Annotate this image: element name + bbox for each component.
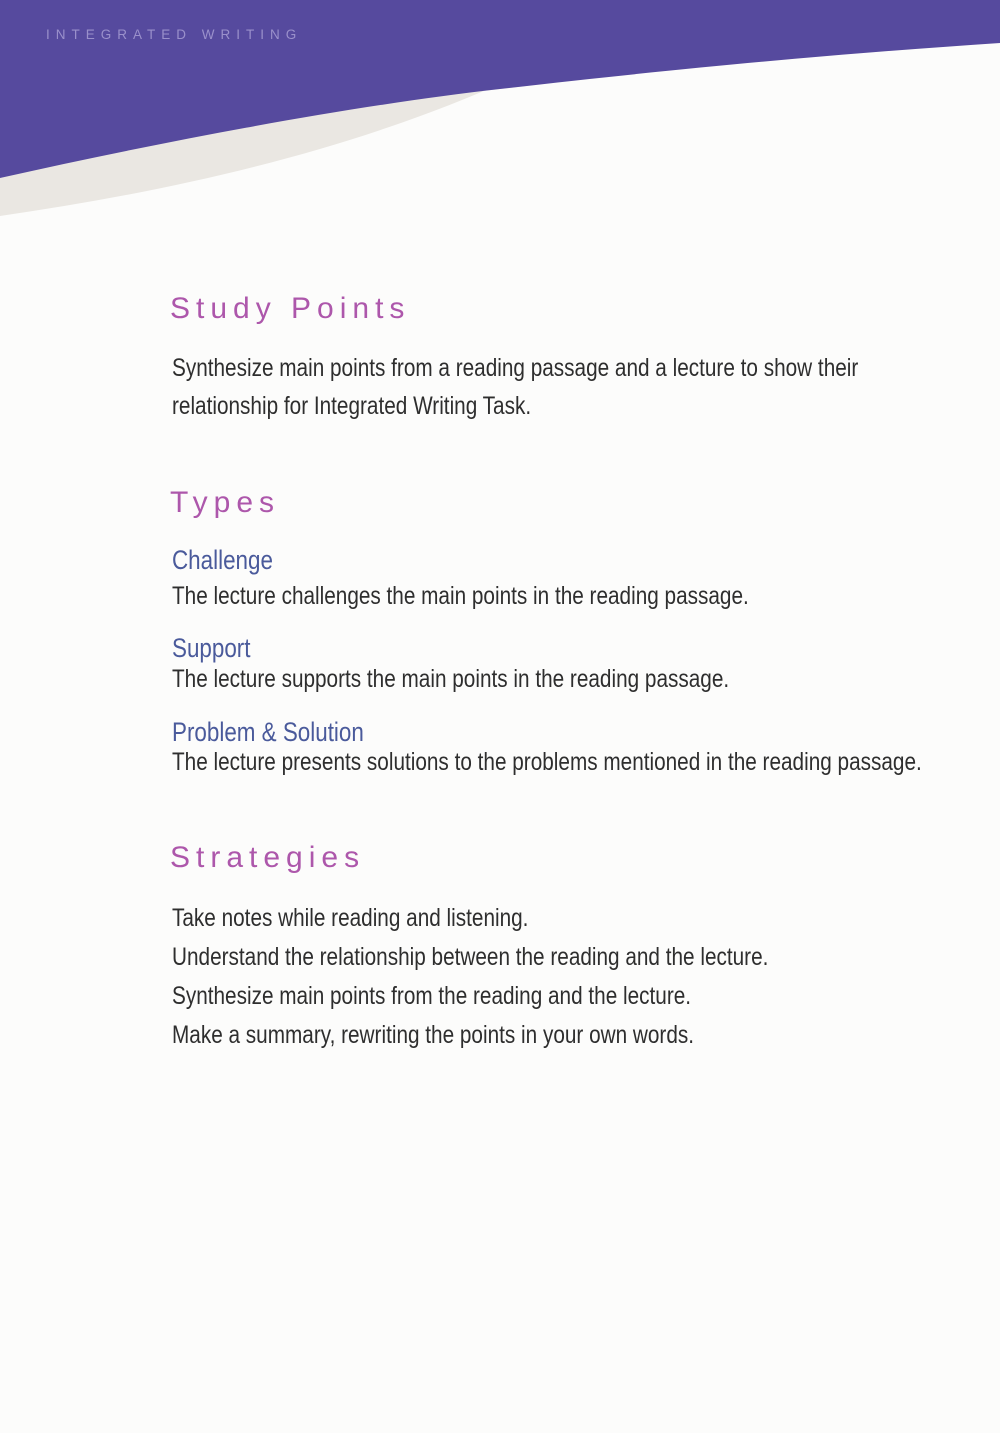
strategy-item: Make a summary, rewriting the points in your own words. — [172, 1021, 695, 1049]
type-desc-problem-solution: The lecture presents solutions to the problems mentioned in the reading passage. — [172, 748, 922, 776]
type-label-problem-solution: Problem & Solution — [172, 717, 364, 747]
types-title: Types — [170, 486, 281, 519]
type-label-support: Support — [172, 633, 251, 663]
body-line: relationship for Integrated Writing Task. — [172, 392, 532, 420]
study-points-body — [172, 349, 858, 425]
type-desc-challenge: The lecture challenges the main points in the reading passage. — [172, 582, 749, 610]
page-header-label: INTEGRATED WRITING — [46, 27, 303, 42]
strategy-item: Understand the relationship between the reading and the lecture. — [172, 943, 769, 971]
strategies-title: Strategies — [170, 841, 366, 874]
study-points-title: Study Points — [170, 292, 411, 325]
strategy-item: Synthesize main points from the reading and the lecture. — [172, 982, 692, 1010]
strategy-item: Take notes while reading and listening. — [172, 904, 529, 932]
body-line: Synthesize main points from a reading passage and a lecture to show their — [172, 354, 859, 382]
strategies-list — [172, 899, 768, 1055]
type-desc-support: The lecture supports the main points in the reading passage. — [172, 665, 730, 693]
type-label-challenge: Challenge — [172, 545, 273, 575]
